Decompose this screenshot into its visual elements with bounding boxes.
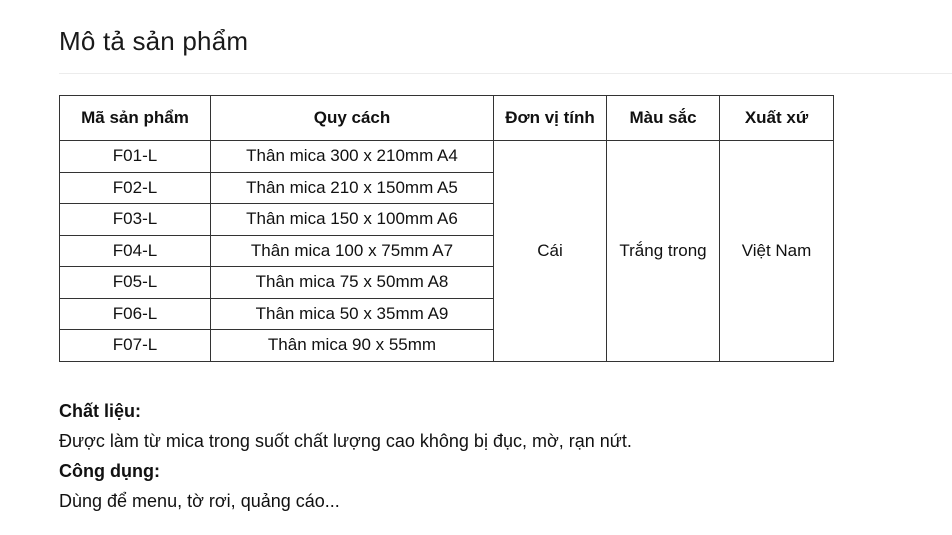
product-code-cell: F05-L [60, 267, 211, 299]
specification-cell: Thân mica 90 x 55mm [211, 330, 494, 362]
product-code-cell: F04-L [60, 235, 211, 267]
table-row [60, 141, 834, 173]
origin-cell: Việt Nam [720, 141, 834, 362]
header-color: Màu sắc [607, 96, 720, 141]
unit-cell: Cái [494, 141, 607, 362]
product-code-cell: F02-L [60, 172, 211, 204]
specification-cell: Thân mica 75 x 50mm A8 [211, 267, 494, 299]
material-text: Được làm từ mica trong suốt chất lượng cao không bị đục, mờ, rạn nứt. [59, 431, 632, 451]
specification-cell: Thân mica 100 x 75mm A7 [211, 235, 494, 267]
header-specification: Quy cách [211, 96, 494, 141]
material-label: Chất liệu: [59, 401, 142, 421]
header-unit: Đơn vị tính [494, 96, 607, 141]
product-code-cell: F01-L [60, 141, 211, 173]
header-origin: Xuất xứ [720, 96, 834, 141]
specification-cell: Thân mica 50 x 35mm A9 [211, 298, 494, 330]
page-title: Mô tả sản phẩm [59, 26, 249, 56]
specification-cell: Thân mica 300 x 210mm A4 [211, 141, 494, 173]
product-code-cell: F03-L [60, 204, 211, 236]
usage-text: Dùng để menu, tờ rơi, quảng cáo... [59, 491, 340, 511]
table-header-row [60, 96, 834, 141]
header-product-code: Mã sản phẩm [60, 96, 211, 141]
product-spec-table [59, 95, 834, 362]
specification-cell: Thân mica 150 x 100mm A6 [211, 204, 494, 236]
title-divider [59, 73, 952, 74]
color-cell: Trắng trong [607, 141, 720, 362]
usage-label: Công dụng: [59, 461, 160, 481]
product-code-cell: F07-L [60, 330, 211, 362]
specification-cell: Thân mica 210 x 150mm A5 [211, 172, 494, 204]
product-info [59, 396, 632, 516]
product-code-cell: F06-L [60, 298, 211, 330]
